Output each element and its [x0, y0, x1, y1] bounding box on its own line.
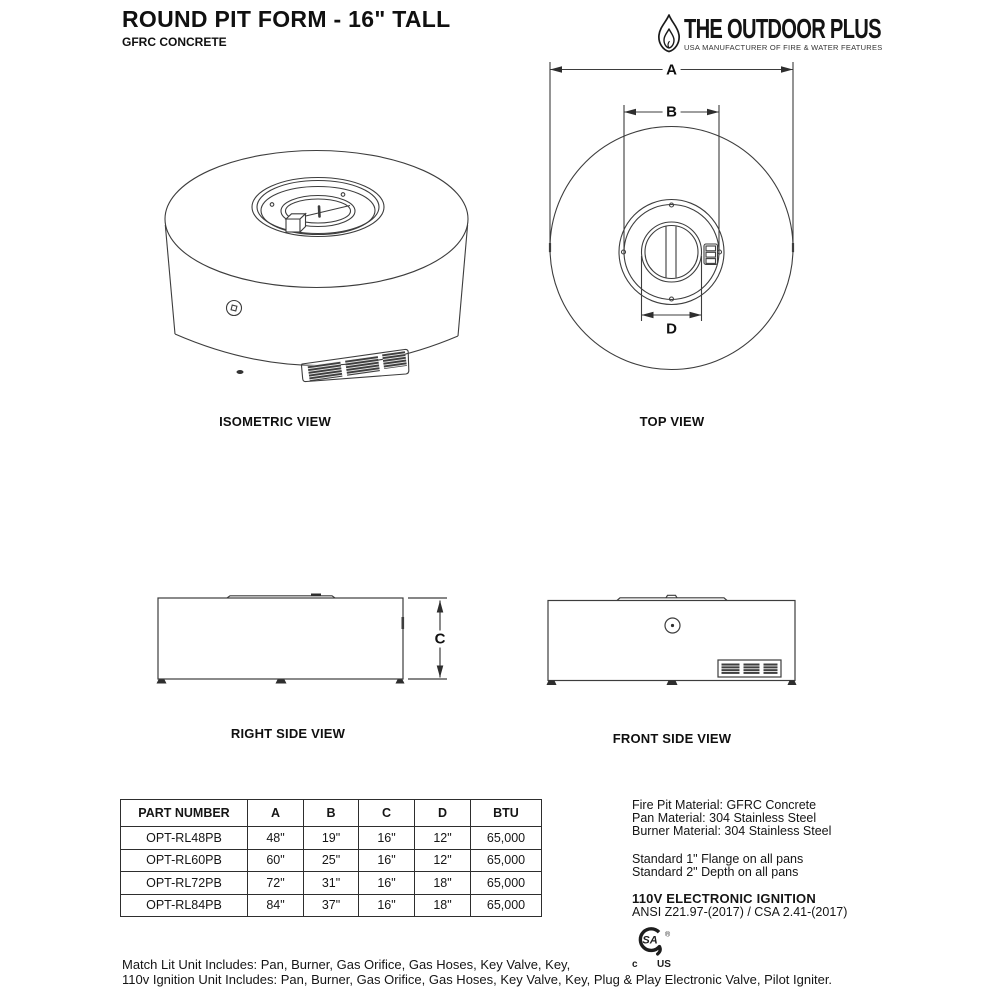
table-cell: 12": [415, 849, 471, 872]
table-cell: 65,000: [471, 849, 542, 872]
table-header-cell: A: [248, 800, 304, 827]
material-line: Fire Pit Material: GFRC Concrete: [632, 798, 817, 812]
dim-label-d: D: [662, 321, 681, 338]
title-block: [122, 6, 450, 49]
table-header-cell: D: [415, 800, 471, 827]
brand-text: [684, 14, 957, 52]
table-cell: OPT-RL60PB: [121, 849, 248, 872]
table-cell: 16": [359, 849, 415, 872]
burner-outer: [642, 222, 702, 282]
burner-inner: [645, 226, 698, 279]
table-cell: 60": [248, 849, 304, 872]
flange-screw: [341, 193, 345, 197]
table-cell: 16": [359, 827, 415, 850]
page-title: ROUND PIT FORM - 16" TALL: [122, 6, 451, 32]
front-side-view-label: FRONT SIDE VIEW: [612, 731, 732, 746]
table-cell: 84": [248, 894, 304, 917]
table-cell: 25": [304, 849, 359, 872]
table-cell: OPT-RL72PB: [121, 872, 248, 895]
table-cell: 16": [359, 894, 415, 917]
table-cell: 65,000: [471, 894, 542, 917]
standard-line: Standard 1" Flange on all pans: [632, 851, 804, 866]
table-cell: 65,000: [471, 872, 542, 895]
ignition-includes-line: 110v Ignition Unit Includes: Pan, Burner, Gas Orifice, Gas Hoses, Key Valve, Key, Plug & Play Electronic Valve, Pilot Igniter.: [122, 971, 833, 987]
table-header-cell: C: [359, 800, 415, 827]
table-row: [121, 872, 542, 895]
ignition-title: 110V ELECTRONIC IGNITION: [632, 891, 816, 907]
vent-grille-front: [718, 660, 781, 677]
dim-label-c: C: [431, 631, 450, 648]
table-cell: 18": [415, 894, 471, 917]
brand-name: THE OUTDOOR PLUS: [684, 13, 881, 44]
table-cell: 12": [415, 827, 471, 850]
specs-block: [632, 799, 902, 974]
top-view-label: TOP VIEW: [639, 414, 705, 429]
csa-c-text: c: [632, 959, 638, 971]
table-header-cell: PART NUMBER: [121, 800, 248, 827]
includes-footer: [122, 958, 922, 988]
foot: [237, 370, 244, 374]
table-row: [121, 894, 542, 917]
dim-label-b: B: [662, 104, 681, 121]
pan-knob: [311, 594, 321, 597]
foot: [547, 681, 557, 686]
isometric-view-label: ISOMETRIC VIEW: [219, 414, 331, 429]
dimension-d: [642, 256, 702, 321]
foot: [276, 680, 287, 684]
table-cell: 16": [359, 872, 415, 895]
csa-us-text: US: [657, 959, 671, 971]
drum-bottom-edge: [175, 334, 458, 366]
table-header-cell: B: [304, 800, 359, 827]
burner-pin: [319, 207, 320, 217]
standard-line: Standard 2" Depth on all pans: [632, 864, 799, 879]
vent-grille-iso: [302, 349, 409, 381]
table-cell: 72": [248, 872, 304, 895]
ignition-certification: ANSI Z21.97-(2017) / CSA 2.41-(2017): [632, 905, 848, 920]
foot: [788, 681, 797, 686]
table-cell: 65,000: [471, 827, 542, 850]
foot: [396, 680, 405, 684]
csa-sa-text: SA: [642, 935, 658, 948]
pan-flange-inner: [624, 205, 719, 300]
table-header-cell: BTU: [471, 800, 542, 827]
brand-logo: [657, 14, 957, 54]
isometric-view-drawing: [165, 151, 468, 382]
brand-tagline: USA MANUFACTURER OF FIRE & WATER FEATURES: [684, 43, 883, 52]
ignition-box-top: [704, 244, 718, 265]
material-line: Burner Material: 304 Stainless Steel: [632, 824, 832, 839]
registered-mark: ®: [665, 931, 671, 939]
dimension-a: [550, 62, 793, 253]
key-valve-iso: [227, 301, 242, 316]
material-line: Pan Material: 304 Stainless Steel: [632, 811, 817, 826]
table-header-row: [121, 800, 542, 827]
body-outline: [158, 598, 403, 679]
right-side-view-label: RIGHT SIDE VIEW: [230, 726, 346, 741]
flange-screw: [270, 203, 274, 207]
table-cell: 18": [415, 872, 471, 895]
foot: [667, 681, 678, 686]
table-cell: OPT-RL84PB: [121, 894, 248, 917]
dim-label-a: A: [662, 62, 681, 79]
burner-divider: [666, 227, 676, 278]
match-lit-includes-line: Match Lit Unit Includes: Pan, Burner, Gas Orifice, Gas Hoses, Key Valve, Key,: [122, 957, 571, 972]
ignition-box-iso: [286, 214, 306, 232]
table-cell: 37": [304, 894, 359, 917]
table-cell: 31": [304, 872, 359, 895]
front-side-view-drawing: [547, 595, 797, 685]
foot: [157, 680, 167, 684]
page-subtitle: GFRC CONCRETE: [122, 35, 227, 49]
table-cell: OPT-RL48PB: [121, 827, 248, 850]
right-side-view-drawing: [157, 594, 448, 684]
flame-icon: [657, 14, 681, 54]
table-cell: 48": [248, 827, 304, 850]
table-row: [121, 827, 542, 850]
key-valve-front: [665, 618, 680, 633]
drum-top-face: [165, 151, 468, 288]
table-cell: 19": [304, 827, 359, 850]
table-row: [121, 849, 542, 872]
parts-table: [120, 799, 542, 917]
